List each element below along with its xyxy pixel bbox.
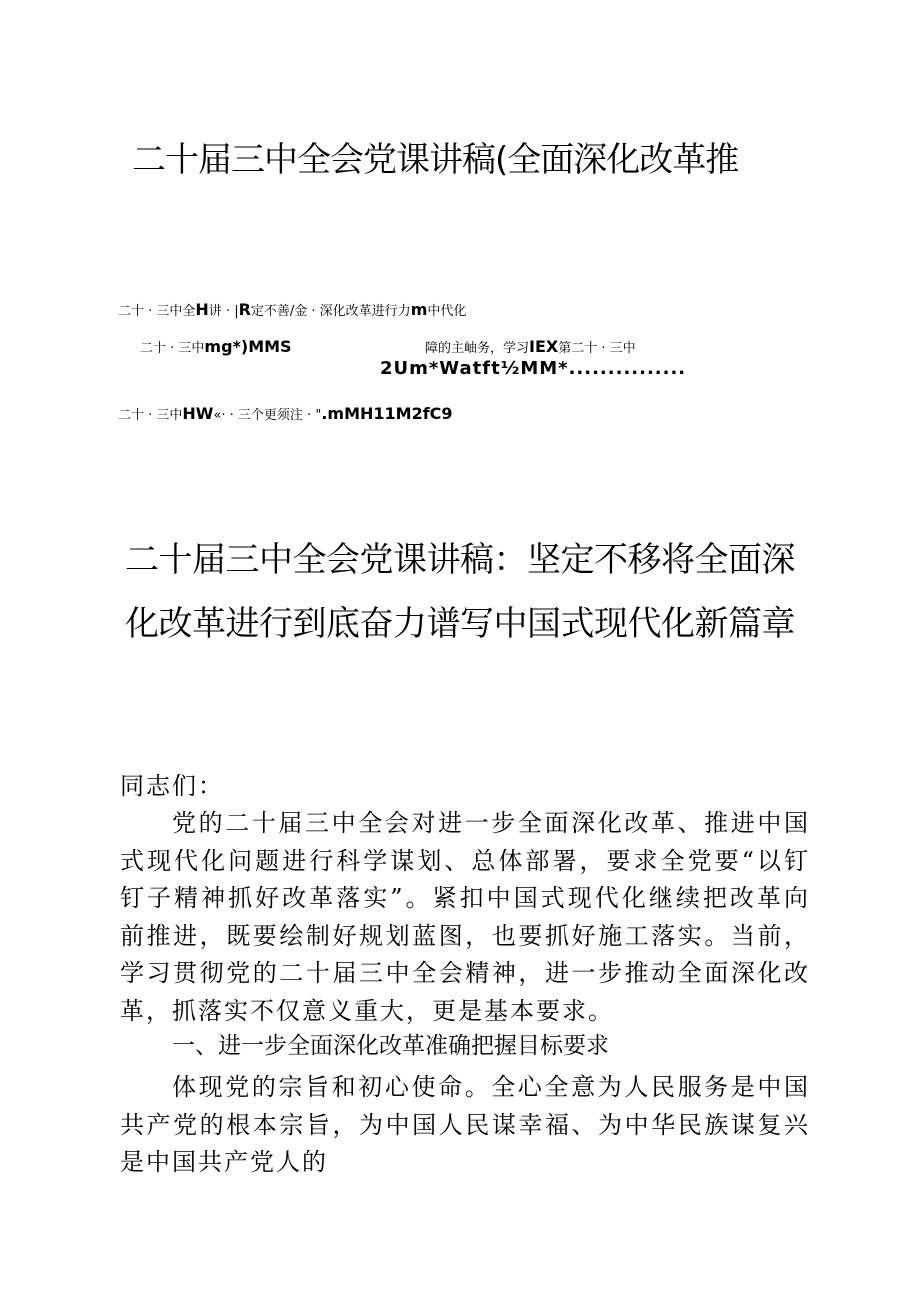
paragraph: 党的二十届三中全会对进一步全面深化改革、推进中国式现代化问题进行科学谋划、总体部署，要求全党要“以钉钉子精神抓好改革落实”。紧扣中国式现代化继续把改革向前推进，既要绘制好规划蓝图，也要抓好施工落实。当前，学习贯彻党的二十届三中全会精神，进一步推动全面深化改革，抓落实不仅意义重大，更是基本要求。 bbox=[120, 809, 810, 1025]
toc-text: HW bbox=[182, 404, 214, 423]
toc-entry-3-continuation: 2Um*Watft½MM*............... bbox=[380, 358, 687, 379]
paragraph: 体现党的宗旨和初心使命。全心全意为人民服务是中国共产党的根本宗旨，为中国人民谋幸福、为中华民族谋复兴是中国共产党人的 bbox=[120, 1073, 810, 1176]
salutation: 同志们： bbox=[120, 772, 224, 800]
toc-text: mg*)MMS bbox=[204, 337, 292, 356]
toc-text: R bbox=[238, 300, 251, 319]
section-heading: 一、进一步全面深化改革准确把握目标要求 bbox=[172, 1033, 609, 1059]
main-heading: 二十届三中全会党课讲稿：坚定不移将全面深化改革进行到底奋力谱写中国式现代化新篇章 bbox=[125, 540, 795, 644]
toc-text: 定不善/金 · 深化改革进行力 bbox=[250, 304, 411, 319]
document-title: 二十届三中全会党课讲稿(全面深化改革推 bbox=[132, 140, 739, 180]
toc-text: 二十 · 三中 bbox=[118, 408, 183, 423]
toc-text: 讲 · | bbox=[208, 304, 239, 319]
toc-entry-1[interactable] bbox=[118, 300, 466, 319]
toc-text: 第二十 · 三中 bbox=[558, 341, 636, 356]
toc-text: «· · 三个更须注 · " bbox=[213, 408, 322, 423]
toc-entry-3[interactable] bbox=[425, 337, 636, 356]
toc-text: H bbox=[195, 300, 209, 319]
toc-text: IEX bbox=[529, 337, 559, 356]
toc-text: 障的主岫务，学习 bbox=[425, 341, 530, 356]
toc-text: 二十 · 三中全 bbox=[118, 304, 196, 319]
toc-entry-4[interactable] bbox=[118, 404, 453, 423]
toc-text: m bbox=[410, 300, 428, 319]
toc-text: .mMH11M2fC9 bbox=[321, 404, 453, 423]
toc-text: 二十 · 三中 bbox=[140, 341, 205, 356]
toc-text: 中代化 bbox=[427, 304, 467, 319]
toc-entry-2[interactable] bbox=[140, 337, 292, 356]
